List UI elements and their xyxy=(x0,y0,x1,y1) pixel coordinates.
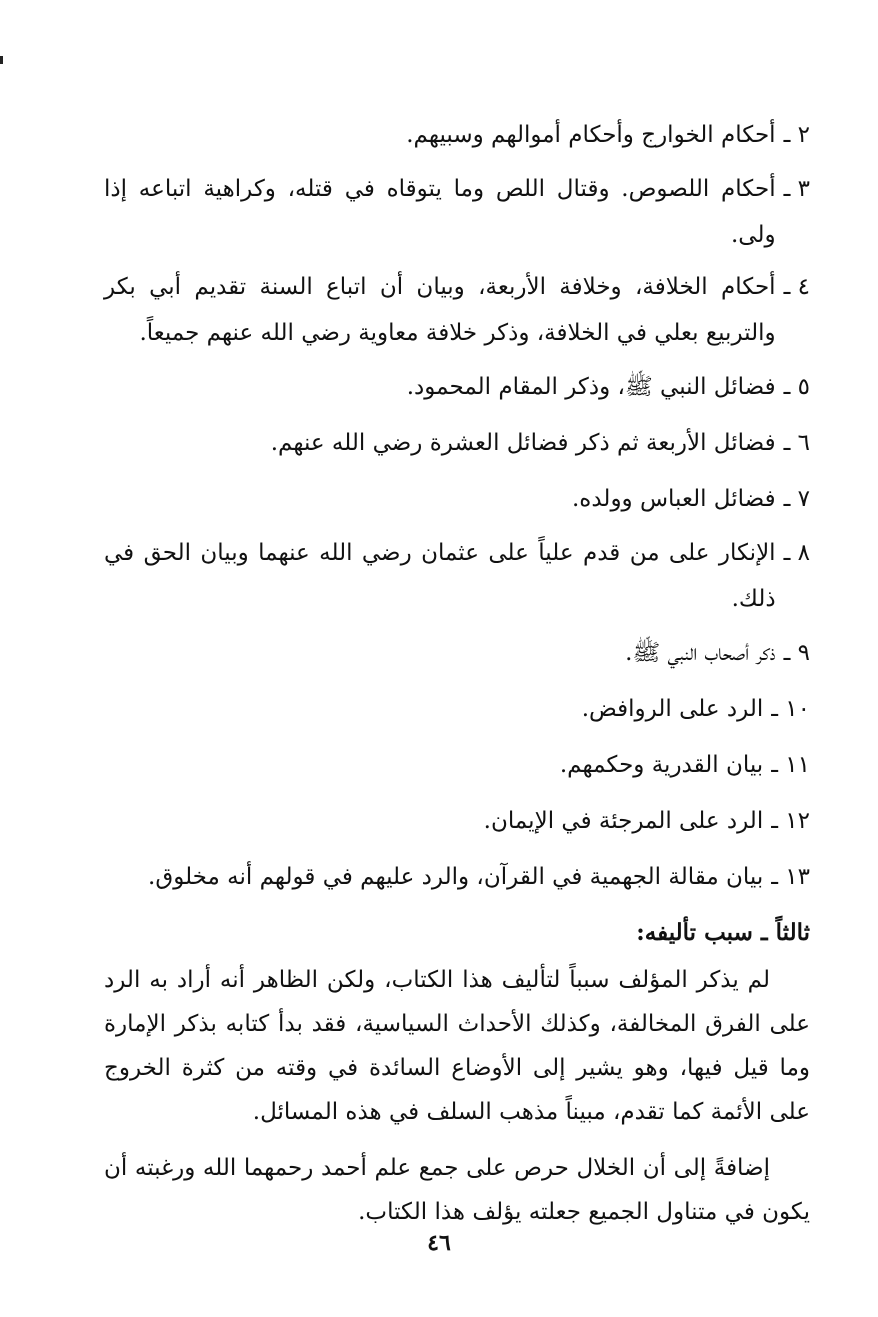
list-item-number: ٤ ـ xyxy=(783,274,810,300)
list-item-number: ٣ ـ xyxy=(783,176,810,202)
list-item xyxy=(104,166,810,258)
list-item-text: فضائل النبي ﷺ، وذكر المقام المحمود. xyxy=(406,374,776,400)
list-item xyxy=(104,110,810,160)
topics-list xyxy=(104,110,810,902)
list-item-number: ٢ ـ xyxy=(783,122,810,148)
list-item xyxy=(104,740,810,790)
list-item-number: ٧ ـ xyxy=(783,486,810,512)
list-item-number: ١٣ ـ xyxy=(771,864,810,890)
list-item xyxy=(104,362,810,412)
list-item-text: الإنكار على من قدم علياً على عثمان رضي الله عنهما وبيان الحق في ذلك. xyxy=(104,540,776,612)
list-item-number: ١٢ ـ xyxy=(771,808,810,834)
list-item xyxy=(104,474,810,524)
list-item-text: الرد على الروافض. xyxy=(581,696,764,722)
list-item-number: ١١ ـ xyxy=(771,752,810,778)
list-item xyxy=(104,418,810,468)
list-item-text: بيان مقالة الجهمية في القرآن، والرد عليهم في قولهم أنه مخلوق. xyxy=(148,864,764,890)
list-item xyxy=(104,628,810,678)
scan-edge-mark xyxy=(0,56,3,64)
list-item xyxy=(104,530,810,622)
page-number: ٤٦ xyxy=(427,1230,451,1256)
list-item-text: بيان القدرية وحكمهم. xyxy=(559,752,764,778)
list-item-number: ٨ ـ xyxy=(783,540,810,566)
list-item xyxy=(104,852,810,902)
list-item-text: الرد على المرجئة في الإيمان. xyxy=(483,808,764,834)
list-item xyxy=(104,264,810,356)
list-item xyxy=(104,684,810,734)
list-item xyxy=(104,796,810,846)
list-item-text: أحكام اللصوص. وقتال اللص وما يتوقاه في قتله، وكراهية اتباعه إذا ولى. xyxy=(104,176,776,248)
list-item-text: أحكام الخلافة، وخلافة الأربعة، وبيان أن اتباع السنة تقديم أبي بكر والتربيع بعلي في الخلافة، وذكر خلافة معاوية رضي الله عنهم جميعاً. xyxy=(104,274,776,346)
list-item-number: ٥ ـ xyxy=(783,374,810,400)
list-item-text: أحكام الخوارج وأحكام أموالهم وسبيهم. xyxy=(406,122,776,148)
paragraph: لم يذكر المؤلف سبباً لتأليف هذا الكتاب، ولكن الظاهر أنه أراد به الرد على الفرق المخالفة، وكذلك الأحداث السياسية، فقد بدأ كتابه بذكر الإمارة وما قيل فيها، وهو يشير إلى الأوضاع السائدة في وقته من كثرة الخروج على الأئمة كما تقدم، مبيناً مذهب السلف في هذه المسائل. xyxy=(104,967,810,1125)
list-item-number: ١٠ ـ xyxy=(771,696,810,722)
section-heading: ثالثاً ـ سبب تأليفه: xyxy=(636,919,810,946)
page-body xyxy=(104,110,810,1246)
paragraph: إضافةً إلى أن الخلال حرص على جمع علم أحمد رحمهما الله ورغبته أن يكون في متناول الجميع جعلته يؤلف هذا الكتاب. xyxy=(104,1155,810,1225)
list-item-text: ذكر أصحاب النبي ﷺ. xyxy=(625,640,776,666)
list-item-number: ٩ ـ xyxy=(783,640,810,666)
list-item-text: فضائل العباس وولده. xyxy=(572,486,776,512)
list-item-text: فضائل الأربعة ثم ذكر فضائل العشرة رضي الله عنهم. xyxy=(270,430,776,456)
list-item-number: ٦ ـ xyxy=(783,430,810,456)
